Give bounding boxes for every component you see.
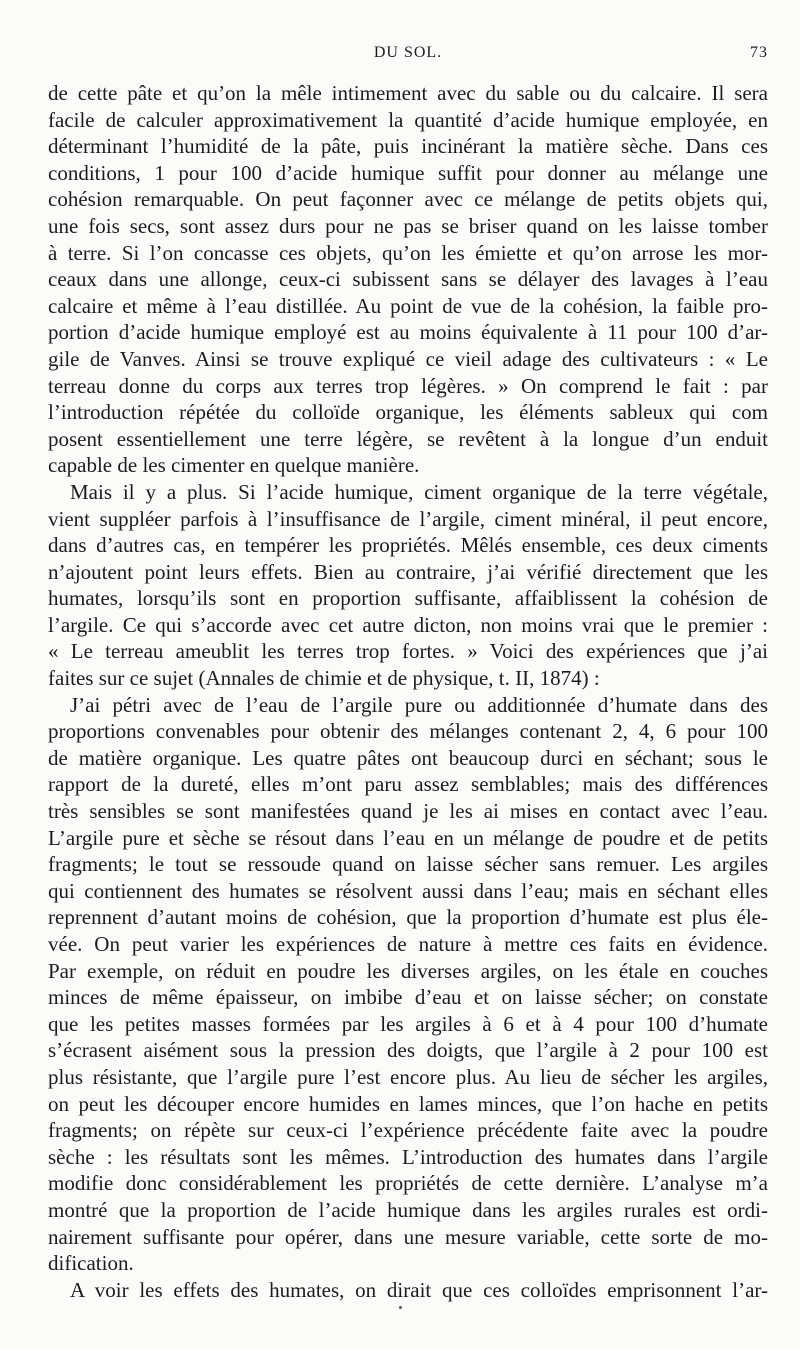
- text-line: Par exemple, on réduit en poudre les diverses argiles, on les étale en couches: [48, 958, 768, 983]
- text-line: « Le terreau ameublit les terres trop fortes. » Voici des expériences que j’ai: [48, 639, 768, 664]
- text-line: facile de calculer approximativement la quantité d’acide humique employée, en: [48, 107, 768, 132]
- text-line: ceaux dans une allonge, ceux-ci subissent sans se délayer des lavages à l’eau: [48, 267, 768, 292]
- text-line: s’écrasent aisément sous la pression des doigts, que l’argile à 2 pour 100 est: [48, 1038, 768, 1063]
- text-line: faites sur ce sujet (Annales de chimie et de physique, t. II, 1874) :: [48, 666, 600, 691]
- text-line: posent essentiellement une terre légère, se revêtent à la longue d’un enduit: [48, 426, 768, 451]
- text-line: portion d’acide humique employé est au moins équivalente à 11 pour 100 d’ar-: [48, 320, 768, 345]
- body-text: [48, 80, 768, 1303]
- text-line: montré que la proportion de l’acide humique dans les argiles rurales est ordi-: [48, 1197, 768, 1222]
- text-line: proportions convenables pour obtenir des mélanges contenant 2, 4, 6 pour 100: [48, 719, 768, 744]
- text-line: qui contiennent des humates se résolvent aussi dans l’eau; mais en séchant elles: [48, 878, 768, 903]
- text-line: terreau donne du corps aux terres trop légères. » On comprend le fait : par: [48, 373, 768, 398]
- text-line: plus résistante, que l’argile pure l’est encore plus. Au lieu de sécher les argiles,: [48, 1064, 768, 1089]
- text-line: à terre. Si l’on concasse ces objets, qu’on les émiette et qu’on arrose les mor-: [48, 240, 768, 265]
- text-line: calcaire et même à l’eau distillée. Au point de vue de la cohésion, la faible pro-: [48, 293, 768, 318]
- print-mark: [399, 1306, 402, 1309]
- text-line: capable de les cimenter en quelque manière.: [48, 453, 420, 478]
- paragraph-start: A voir les effets des humates, on dirait que ces colloïdes emprisonnent l’ar-: [70, 1277, 768, 1302]
- text-line: sèche : les résultats sont les mêmes. L’introduction des humates dans l’argile: [48, 1144, 768, 1169]
- text-line: vée. On peut varier les expériences de nature à mettre ces faits en évidence.: [48, 932, 768, 956]
- text-line: on peut les découper encore humides en lames minces, que l’on hache en petits: [48, 1091, 768, 1116]
- text-line: que les petites masses formées par les argiles à 6 et à 4 pour 100 d’humate: [48, 1011, 768, 1036]
- text-line: l’argile. Ce qui s’accorde avec cet autre dicton, non moins vrai que le premier :: [48, 612, 768, 637]
- text-line: cohésion remarquable. On peut façonner avec ce mélange de petits objets qui,: [48, 187, 768, 212]
- text-line: minces de même épaisseur, on imbibe d’eau et on laisse sécher; on constate: [48, 985, 768, 1010]
- text-line: de matière organique. Les quatre pâtes ont beaucoup durci en séchant; sous le: [48, 745, 768, 770]
- text-line: gile de Vanves. Ainsi se trouve expliqué ce vieil adage des cultivateurs : « Le: [48, 346, 768, 371]
- text-line: humates, lorsqu’ils sont en proportion suffisante, affaiblissent la cohésion de: [48, 586, 768, 611]
- text-line: dification.: [48, 1251, 134, 1276]
- text-line: conditions, 1 pour 100 d’acide humique suffit pour donner au mélange une: [48, 160, 768, 185]
- text-line: de cette pâte et qu’on la mêle intimement avec du sable ou du calcaire. Il sera: [48, 81, 768, 105]
- text-line: n’ajoutent point leurs effets. Bien au contraire, j’ai vérifié directement que les: [48, 559, 768, 584]
- text-line: fragments; on répète sur ceux-ci l’expérience précédente faite avec la poudre: [48, 1118, 768, 1143]
- text-line: dans d’autres cas, en tempérer les propriétés. Mêlés ensemble, ces deux ciments: [48, 533, 768, 558]
- text-line: déterminant l’humidité de la pâte, puis incinérant la matière sèche. Dans ces: [48, 134, 768, 159]
- running-head: DU SOL.: [373, 44, 443, 61]
- text-line: L’argile pure et sèche se résout dans l’eau en un mélange de poudre et de petits: [48, 825, 768, 850]
- text-line: l’introduction répétée du colloïde organique, les éléments sableux qui com: [48, 400, 768, 425]
- text-line: rapport de la dureté, elles m’ont paru assez semblables; mais des différences: [48, 772, 768, 797]
- text-line: reprennent d’autant moins de cohésion, que la proportion d’humate est plus éle-: [48, 905, 768, 930]
- page-header: [48, 44, 768, 68]
- text-line: très sensibles se sont manifestées quand je les ai mises en contact avec l’eau.: [48, 799, 768, 824]
- page-number: 73: [750, 44, 768, 61]
- text-line: fragments; le tout se ressoude quand on laisse sécher sans remuer. Les argiles: [48, 852, 768, 877]
- text-line: vient suppléer parfois à l’insuffisance de l’argile, ciment minéral, il peut encore,: [48, 506, 768, 531]
- text-line: nairement suffisante pour opérer, dans une mesure variable, cette sorte de mo-: [48, 1224, 768, 1249]
- paragraph-start: J’ai pétri avec de l’eau de l’argile pure ou additionnée d’humate dans des: [70, 692, 768, 717]
- text-line: une fois secs, sont assez durs pour ne pas se briser quand on les laisse tomber: [48, 213, 768, 238]
- text-line: modifie donc considérablement les propriétés de cette dernière. L’analyse m’a: [48, 1171, 768, 1196]
- paragraph-start: Mais il y a plus. Si l’acide humique, ciment organique de la terre végétale,: [70, 479, 768, 504]
